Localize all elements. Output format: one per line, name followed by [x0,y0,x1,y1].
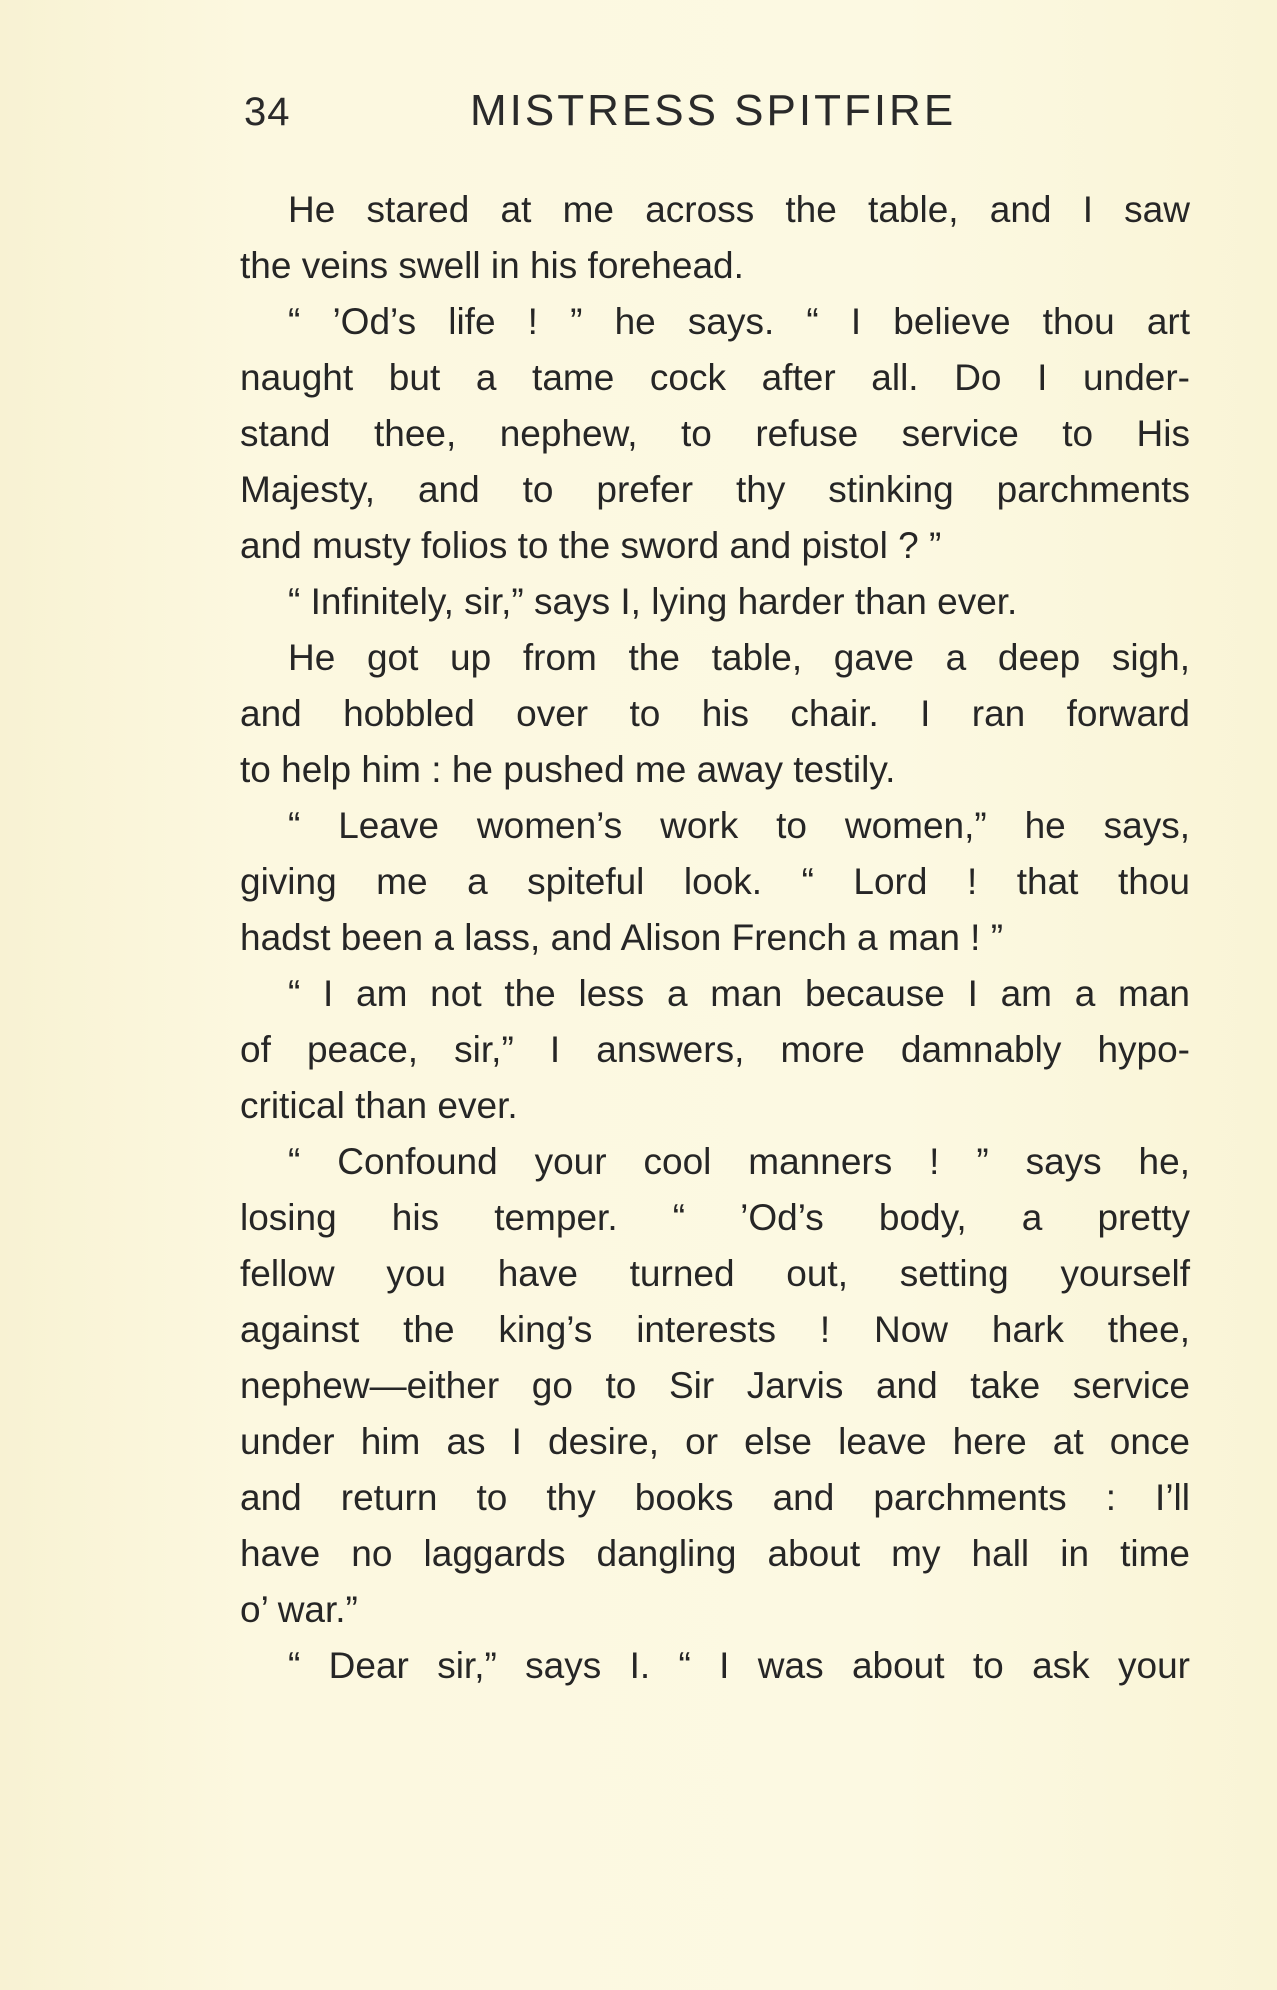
running-title: MISTRESS SPITFIRE [470,86,957,135]
text-line: “ Dear sir,” says I. “ I was about to ask your [288,1645,1190,1686]
text-line: under him as I desire, or else leave here at once [240,1421,1190,1462]
text-line: naught but a tame cock after all. Do I under- [240,357,1190,398]
text-line: o’ war.” [240,1589,358,1630]
text-line: giving me a spiteful look. “ Lord ! that thou [240,861,1190,902]
page-header [240,82,1190,142]
text-line: fellow you have turned out, setting yourself [240,1253,1190,1294]
text-line: the veins swell in his forehead. [240,245,744,286]
page-number: 34 [244,90,291,134]
text-line: He got up from the table, gave a deep sigh, [288,637,1190,678]
text-line: against the king’s interests ! Now hark thee, [240,1309,1190,1350]
text-line: Majesty, and to prefer thy stinking parchments [240,469,1190,510]
body-text [240,182,1190,1694]
text-line: “ Confound your cool manners ! ” says he, [288,1141,1190,1182]
text-line: to help him : he pushed me away testily. [240,749,896,790]
text-line: nephew—either go to Sir Jarvis and take service [240,1365,1190,1406]
text-line: He stared at me across the table, and I saw [288,189,1190,230]
text-line: stand thee, nephew, to refuse service to His [240,413,1190,454]
text-line: “ Infinitely, sir,” says I, lying harder than ever. [288,581,1018,622]
text-line: and musty folios to the sword and pistol ? ” [240,525,942,566]
text-line: losing his temper. “ ’Od’s body, a pretty [240,1197,1190,1238]
text-line: of peace, sir,” I answers, more damnably hypo- [240,1029,1190,1070]
text-line: have no laggards dangling about my hall in time [240,1533,1190,1574]
text-line: “ I am not the less a man because I am a man [288,973,1190,1014]
text-line: hadst been a lass, and Alison French a man ! ” [240,917,1004,958]
text-line: “ ’Od’s life ! ” he says. “ I believe thou art [288,301,1190,342]
text-line: and hobbled over to his chair. I ran forward [240,693,1190,734]
text-line: “ Leave women’s work to women,” he says, [288,805,1190,846]
text-line: critical than ever. [240,1085,518,1126]
text-line: and return to thy books and parchments : I’ll [240,1477,1190,1518]
